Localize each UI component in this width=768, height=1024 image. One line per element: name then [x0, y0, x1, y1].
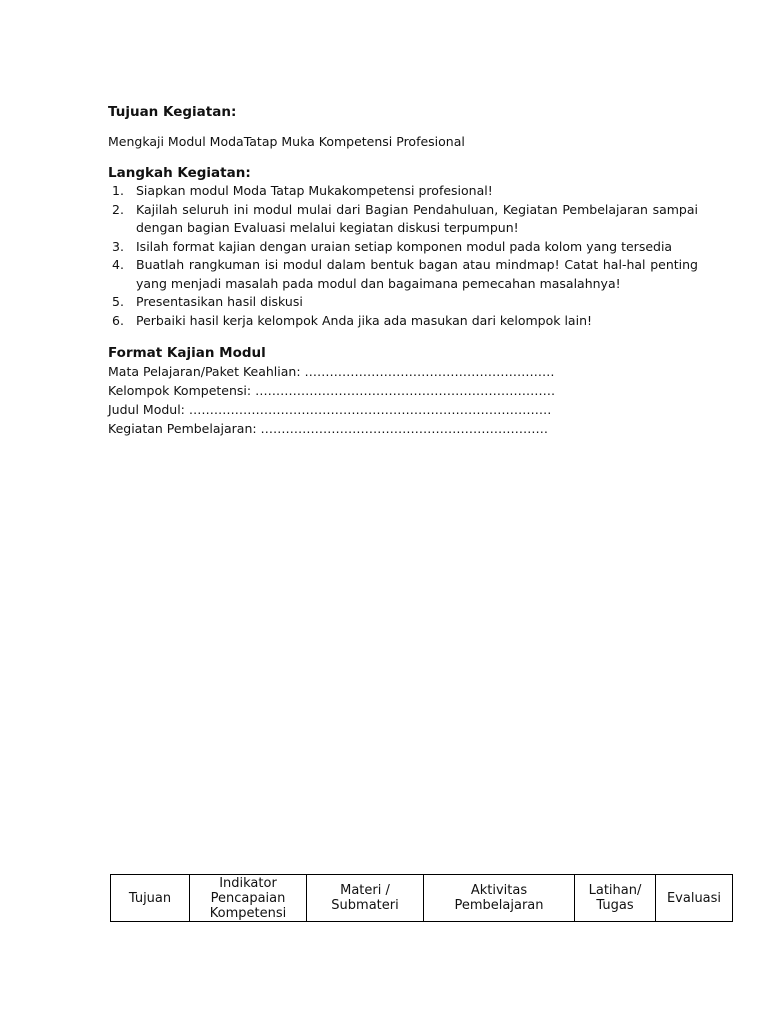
- document-page: [108, 104, 698, 438]
- header-line: Tugas: [596, 898, 634, 913]
- list-item: [108, 256, 698, 293]
- step-text: Isilah format kajian dengan uraian setiap komponen modul pada kolom yang tersedia: [136, 238, 673, 254]
- field-judul-modul: Judul Modul: ……………………………………………………………………………: [108, 402, 552, 417]
- step-number: 5.: [112, 294, 124, 309]
- header-line: Pencapaian: [210, 890, 286, 906]
- step-text: Kajilah seluruh ini modul mulai dari Bagian Pendahuluan, Kegiatan Pembelajaran sampai dengan bagian Evaluasi melalui kegiatan diskusi terpumpun!: [136, 201, 698, 235]
- header-line: Materi /: [340, 883, 390, 898]
- header-aktivitas: [424, 875, 575, 922]
- list-item: [108, 182, 698, 201]
- header-line: Evaluasi: [666, 890, 722, 906]
- header-tujuan: [111, 875, 190, 922]
- list-item: [108, 238, 698, 257]
- header-line: Tujuan: [128, 890, 172, 906]
- step-number: 3.: [112, 238, 124, 254]
- header-line: Kompetensi: [209, 905, 287, 921]
- step-number: 1.: [112, 183, 124, 198]
- step-number: 4.: [112, 257, 124, 272]
- step-number: 6.: [112, 312, 124, 328]
- step-text: Presentasikan hasil diskusi: [136, 294, 303, 309]
- langkah-heading: Langkah Kegiatan:: [108, 165, 251, 181]
- header-line: Indikator: [219, 875, 277, 891]
- header-indikator: [190, 875, 307, 922]
- header-materi: [307, 875, 424, 922]
- step-text: Buatlah rangkuman isi modul dalam bentuk bagan atau mindmap! Catat hal-hal penting yang menjadi masalah pada modul dan bagaimana pemecahan masalahnya!: [136, 257, 698, 291]
- step-text: Siapkan modul Moda Tatap Mukakompetensi profesional!: [136, 183, 493, 198]
- list-item: [108, 312, 698, 331]
- steps-list: [108, 182, 698, 330]
- kajian-table: [110, 874, 733, 922]
- header-line: Aktivitas: [470, 883, 528, 898]
- format-heading: Format Kajian Modul: [108, 345, 266, 361]
- header-latihan: [575, 875, 656, 922]
- header-evaluasi: [656, 875, 733, 922]
- list-item: [108, 201, 698, 238]
- field-mata-pelajaran: Mata Pelajaran/Paket Keahlian: ……………………………………………………: [108, 364, 555, 379]
- tujuan-text: Mengkaji Modul ModaTatap Muka Kompetensi Profesional: [108, 134, 465, 149]
- tujuan-heading: Tujuan Kegiatan:: [108, 104, 237, 120]
- header-line: Pembelajaran: [454, 898, 544, 913]
- step-text: Perbaiki hasil kerja kelompok Anda jika ada masukan dari kelompok lain!: [136, 312, 592, 328]
- list-item: [108, 293, 698, 312]
- header-line: Submateri: [331, 898, 399, 913]
- field-kegiatan-pembelajaran: Kegiatan Pembelajaran: ……………………………………………………………: [108, 421, 549, 436]
- step-number: 2.: [112, 201, 124, 217]
- table-header-row: [111, 875, 733, 922]
- header-line: Latihan/: [588, 883, 642, 898]
- field-kelompok-kompetensi: Kelompok Kompetensi: ………………………………………………………………: [108, 383, 556, 398]
